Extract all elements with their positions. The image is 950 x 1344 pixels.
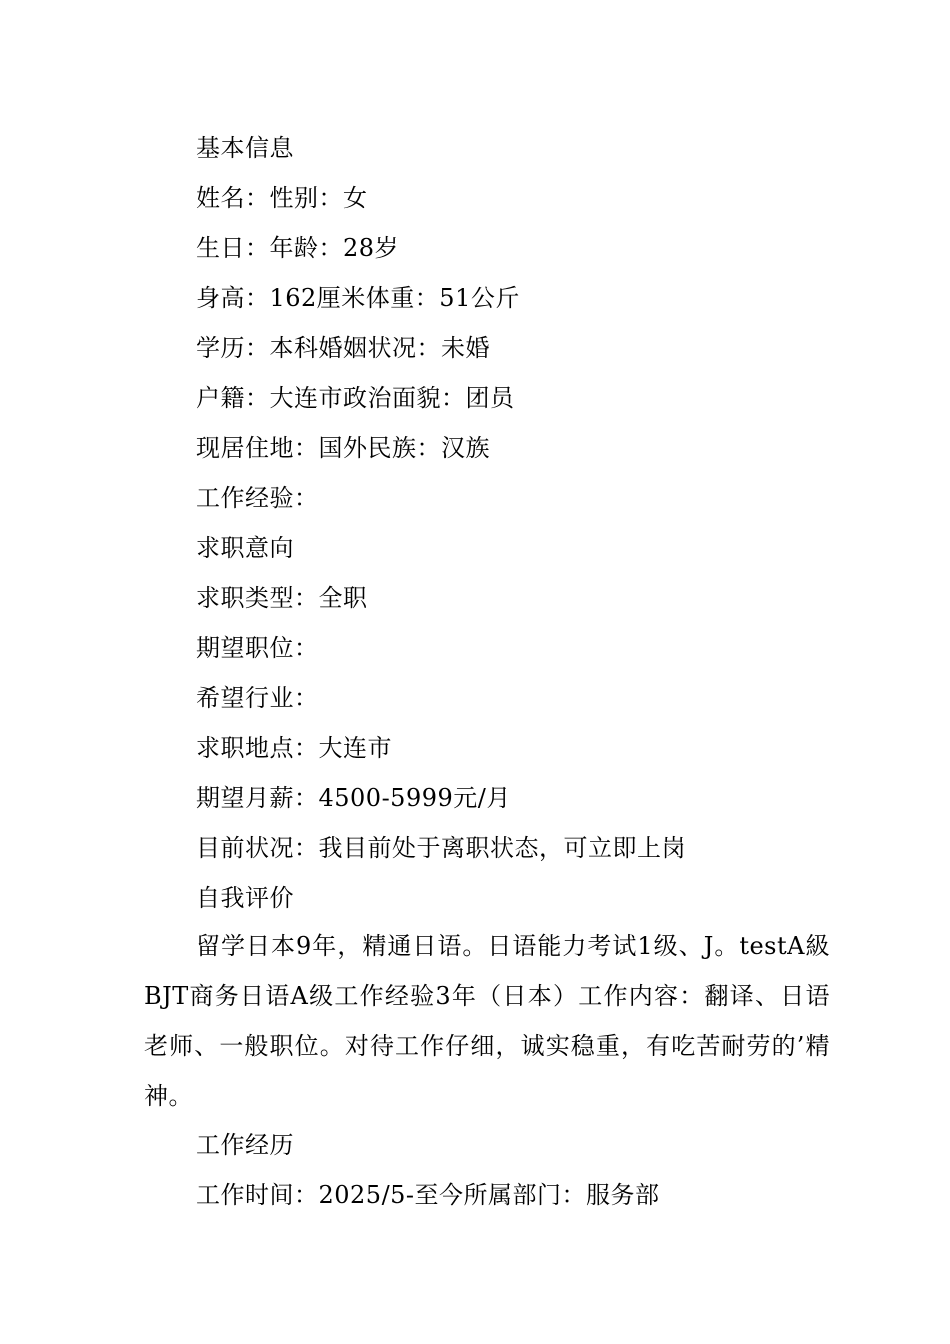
height-weight-line: 身高：162厘米体重：51公斤 [196,284,520,312]
name-gender-line: 姓名：性别：女 [196,184,368,212]
work-time-department-line: 工作时间：2025/5-至今所属部门：服务部 [196,1181,660,1209]
work-experience-line: 工作经验： [196,484,319,512]
section-heading-work-history: 工作经历 [196,1131,294,1159]
self-evaluation-paragraph: 留学日本9年，精通日语。日语能力考试1级、J。testA級BJT商务日语A级工作经验3年（日本）工作内容：翻译、日语老师、一般职位。对待工作仔细，诚实稳重，有吃苦耐劳的’精神。 [144,932,830,1110]
section-heading-job-intention: 求职意向 [196,534,294,562]
expected-position-line: 期望职位： [196,634,319,662]
current-status-line: 目前状况：我目前处于离职状态，可立即上岗 [196,834,686,862]
expected-salary-line: 期望月薪：4500-5999元/月 [196,784,511,812]
education-marital-line: 学历：本科婚姻状况：未婚 [196,334,490,362]
birthday-age-line: 生日：年龄：28岁 [196,234,400,262]
hukou-political-line: 户籍：大连市政治面貌：团员 [196,384,515,412]
job-location-line: 求职地点：大连市 [196,734,392,762]
residence-ethnicity-line: 现居住地：国外民族：汉族 [196,434,490,462]
section-heading-basic-info: 基本信息 [196,134,294,162]
section-heading-self-evaluation: 自我评价 [196,884,294,912]
job-type-line: 求职类型：全职 [196,584,368,612]
desired-industry-line: 希望行业： [196,684,319,712]
